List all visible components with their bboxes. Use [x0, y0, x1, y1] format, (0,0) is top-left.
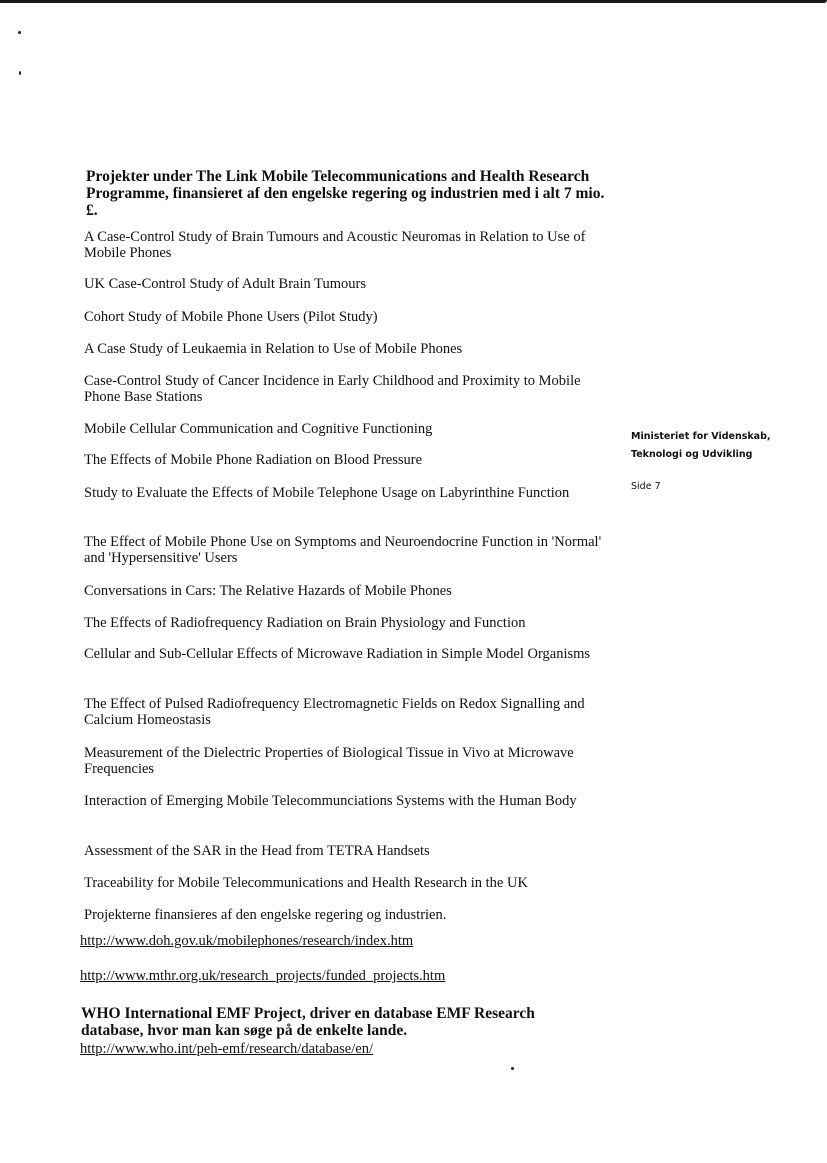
project-item: Cellular and Sub-Cellular Effects of Microwave Radiation in Simple Model Organisms: [84, 646, 591, 662]
project-item: Measurement of the Dielectric Properties of Biological Tissue in Vivo at Microwave Frequencies: [84, 745, 574, 777]
scan-speck: [511, 1067, 514, 1070]
project-item: The Effects of Mobile Phone Radiation on Blood Pressure: [84, 452, 423, 468]
project-item: Conversations in Cars: The Relative Hazards of Mobile Phones: [84, 583, 452, 599]
project-item: Traceability for Mobile Telecommunications and Health Research in the UK: [84, 875, 528, 891]
section-heading-link-programme: Projekter under The Link Mobile Telecommunications and Health Research Programme, finansieret af den engelske regering og industrien med i alt 7 mio.£.: [86, 168, 605, 219]
project-item: Cohort Study of Mobile Phone Users (Pilot Study): [84, 309, 378, 325]
mthr-projects-link[interactable]: http://www.mthr.org.uk/research_projects/funded_projects.htm: [80, 968, 446, 984]
project-item: The Effect of Pulsed Radiofrequency Electromagnetic Fields on Redox Signalling and Calcium Homeostasis: [84, 696, 585, 728]
page-number: Side 7: [631, 481, 661, 492]
project-item: The Effect of Mobile Phone Use on Symptoms and Neuroendocrine Function in 'Normal' and 'Hypersensitive' Users: [84, 534, 602, 566]
top-rule: [0, 0, 827, 3]
project-item: UK Case-Control Study of Adult Brain Tumours: [84, 276, 366, 292]
project-item: A Case Study of Leukaemia in Relation to Use of Mobile Phones: [84, 341, 463, 357]
who-database-link[interactable]: http://www.who.int/peh-emf/research/database/en/: [80, 1041, 373, 1057]
project-item: Interaction of Emerging Mobile Telecommunciations Systems with the Human Body: [84, 793, 577, 809]
funding-note: Projekterne finansieres af den engelske regering og industrien.: [84, 907, 447, 923]
scan-speck: [18, 31, 21, 34]
scan-speck: [19, 71, 21, 75]
project-item: Study to Evaluate the Effects of Mobile Telephone Usage on Labyrinthine Function: [84, 485, 570, 501]
project-item: Mobile Cellular Communication and Cognitive Functioning: [84, 421, 433, 437]
ministry-name: Ministeriet for Videnskab, Teknologi og Udvikling: [631, 431, 771, 460]
project-item: A Case-Control Study of Brain Tumours and Acoustic Neuromas in Relation to Use of Mobile Phones: [84, 229, 586, 261]
doh-research-link[interactable]: http://www.doh.gov.uk/mobilephones/research/index.htm: [80, 933, 414, 949]
project-item: Case-Control Study of Cancer Incidence in Early Childhood and Proximity to Mobile Phone Base Stations: [84, 373, 581, 405]
section-heading-who: WHO International EMF Project, driver en database EMF Research database, hvor man kan søge på de enkelte lande.: [81, 1005, 535, 1039]
project-item: The Effects of Radiofrequency Radiation on Brain Physiology and Function: [84, 615, 526, 631]
sidebar: [631, 428, 811, 496]
project-item: Assessment of the SAR in the Head from TETRA Handsets: [84, 843, 430, 859]
